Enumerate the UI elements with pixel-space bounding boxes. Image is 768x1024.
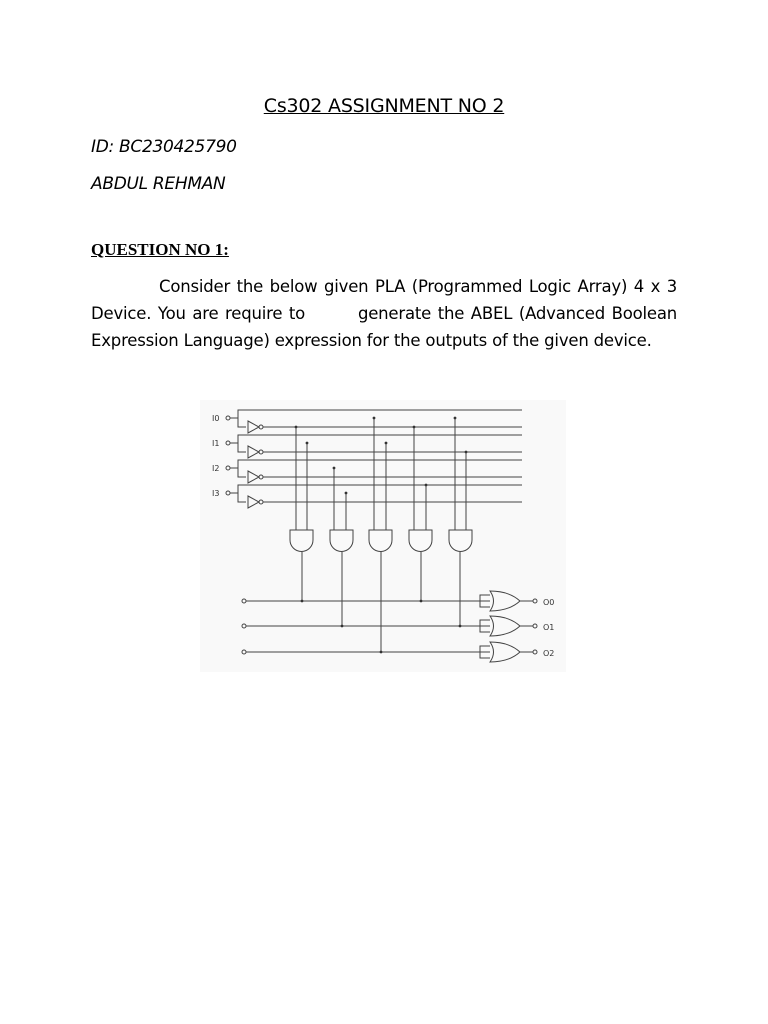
page-title: Cs302 ASSIGNMENT NO 2	[263, 95, 505, 117]
input-label-i2: I2	[212, 464, 220, 473]
student-id: ID: BC230425790	[91, 137, 237, 157]
student-name: ABDUL REHMAN	[91, 174, 226, 194]
input-label-i1: I1	[212, 439, 220, 448]
question-heading: QUESTION NO 1:	[91, 240, 229, 259]
output-label-o2: O2	[543, 649, 555, 658]
pla-diagram	[200, 400, 566, 672]
output-label-o1: O1	[543, 623, 555, 632]
input-label-i0: I0	[212, 414, 220, 423]
input-label-i3: I3	[212, 489, 220, 498]
question-text: Consider the below given PLA (Programmed Logic Array) 4 x 3 Device. You are require to generate the ABEL (Advanced Boolean Expression Language) expression for the outputs of the given device.	[91, 277, 677, 350]
output-label-o0: O0	[543, 598, 555, 607]
